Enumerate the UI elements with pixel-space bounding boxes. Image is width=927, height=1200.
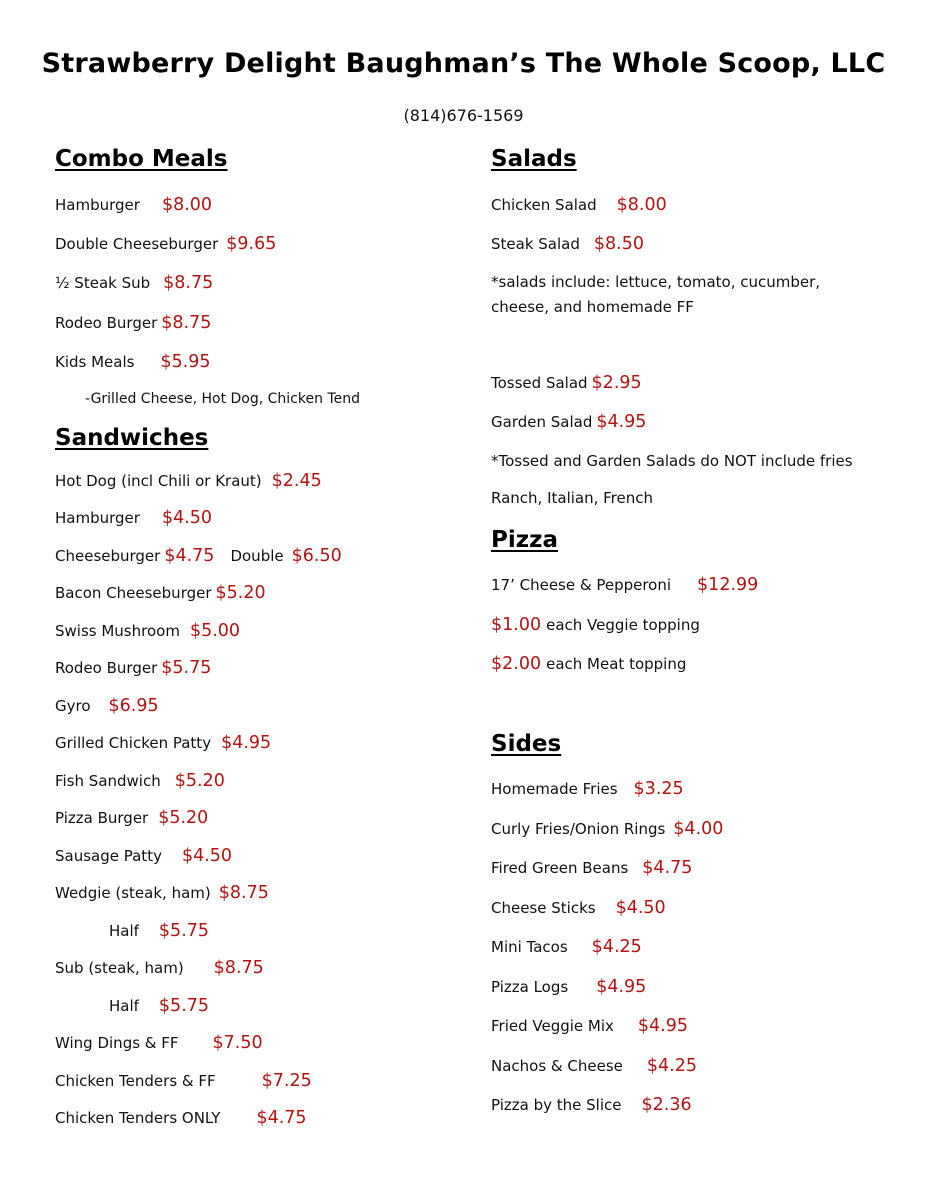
menu-item [55, 845, 232, 867]
menu-item [55, 1070, 312, 1092]
item-name: Double Cheeseburger [55, 235, 219, 253]
item-price: $4.75 [642, 858, 693, 878]
menu-item [55, 807, 208, 829]
item-name: Chicken Tenders & FF [55, 1072, 216, 1090]
menu-item [491, 818, 723, 840]
item-name: Wedgie (steak, ham) [55, 884, 211, 902]
menu-item [55, 582, 266, 604]
item-price: $8.75 [218, 883, 269, 903]
menu-item [55, 882, 269, 904]
item-price: $4.25 [591, 937, 642, 957]
menu-item [55, 1032, 263, 1054]
salad-note [491, 270, 891, 320]
menu-item [55, 194, 212, 216]
menu-item [109, 920, 209, 942]
item-price: $7.50 [212, 1033, 263, 1053]
item-name: Wing Dings & FF [55, 1034, 179, 1052]
item-name: Fired Green Beans [491, 859, 629, 877]
menu-item [55, 620, 240, 642]
item-price: $2.36 [641, 1095, 692, 1115]
menu-item [491, 574, 758, 596]
item-name: ½ Steak Sub [55, 274, 151, 292]
item-name: Curly Fries/Onion Rings [491, 820, 666, 838]
menu-item [55, 507, 212, 529]
item-price: $8.75 [161, 313, 212, 333]
menu-item [55, 233, 276, 255]
salad-fries-note: *Tossed and Garden Salads do NOT include fries [491, 452, 853, 470]
item-price-double: $6.50 [291, 546, 342, 566]
item-price: $8.75 [213, 958, 264, 978]
item-name: Chicken Tenders ONLY [55, 1109, 221, 1127]
menu-item [491, 778, 684, 800]
item-price: $12.99 [697, 575, 759, 595]
item-name: Half [109, 922, 139, 940]
item-price: $5.00 [189, 621, 241, 641]
item-price: $6.95 [108, 696, 159, 716]
menu-item [55, 957, 264, 979]
item-price: $4.50 [161, 508, 213, 528]
item-price: $4.75 [164, 546, 215, 566]
menu-item [491, 372, 642, 394]
menu-item [55, 732, 271, 754]
item-name: Pizza Burger [55, 809, 149, 827]
item-price: $5.75 [158, 921, 210, 941]
item-price: $5.95 [160, 352, 211, 372]
combo-heading: Combo Meals [55, 146, 228, 172]
topping-label: each Veggie topping [546, 616, 700, 634]
menu-item [491, 411, 646, 433]
item-name: Grilled Chicken Patty [55, 734, 212, 752]
item-name: Bacon Cheeseburger [55, 584, 212, 602]
item-price: $8.00 [616, 195, 667, 215]
item-name: Hamburger [55, 509, 140, 527]
item-price: $2.95 [591, 373, 642, 393]
menu-item [491, 1055, 697, 1077]
topping-item [491, 653, 686, 675]
menu-item [491, 1094, 692, 1116]
item-price: $5.75 [161, 658, 212, 678]
item-price: $5.20 [174, 771, 225, 791]
menu-item [55, 545, 342, 567]
item-name: Nachos & Cheese [491, 1057, 623, 1075]
menu-item [55, 351, 211, 373]
item-name: Kids Meals [55, 353, 135, 371]
item-price: $4.00 [673, 819, 724, 839]
item-price: $7.25 [261, 1071, 312, 1091]
item-name: Chicken Salad [491, 196, 597, 214]
item-name: Steak Salad [491, 235, 580, 253]
salads-heading: Salads [491, 146, 577, 172]
item-price: $4.25 [646, 1056, 697, 1076]
menu-item [55, 657, 211, 679]
item-price: $5.20 [158, 808, 209, 828]
item-name: Gyro [55, 697, 91, 715]
item-price: $4.50 [181, 846, 233, 866]
item-price: $5.75 [158, 996, 210, 1016]
item-name: Garden Salad [491, 413, 593, 431]
item-name: Rodeo Burger [55, 659, 158, 677]
item-price: $4.95 [221, 733, 272, 753]
menu-item [55, 272, 213, 294]
kids-meal-options: -Grilled Cheese, Hot Dog, Chicken Tend [85, 391, 360, 407]
topping-price: $2.00 [491, 654, 542, 674]
phone-number: (814)676-1569 [403, 106, 524, 125]
item-price: $3.25 [633, 779, 684, 799]
sandwiches-heading: Sandwiches [55, 425, 209, 451]
item-name: 17’ Cheese & Pepperoni [491, 576, 672, 594]
topping-label: each Meat topping [546, 655, 687, 673]
item-price: $4.95 [596, 977, 647, 997]
item-name: Mini Tacos [491, 938, 568, 956]
menu-item [491, 1015, 688, 1037]
menu-item [491, 897, 666, 919]
item-price: $4.50 [615, 898, 666, 918]
menu-item [55, 1107, 307, 1129]
item-name: Cheeseburger [55, 547, 161, 565]
menu-item [55, 470, 322, 492]
item-name: Homemade Fries [491, 780, 618, 798]
menu-item [491, 233, 644, 255]
item-name: Fish Sandwich [55, 772, 161, 790]
item-price: $9.65 [226, 234, 277, 254]
menu-item [491, 194, 667, 216]
item-name: Fried Veggie Mix [491, 1017, 614, 1035]
item-name: Pizza Logs [491, 978, 569, 996]
menu-item [55, 695, 159, 717]
item-name: Rodeo Burger [55, 314, 158, 332]
item-price: $8.75 [163, 273, 214, 293]
topping-price: $1.00 [491, 615, 542, 635]
sides-heading: Sides [491, 731, 562, 757]
item-price: $4.75 [256, 1108, 307, 1128]
item-name: Hot Dog (incl Chili or Kraut) [55, 472, 262, 490]
item-name: Pizza by the Slice [491, 1096, 622, 1114]
menu-item [109, 995, 209, 1017]
item-name: Cheese Sticks [491, 899, 596, 917]
item-price: $8.50 [593, 234, 644, 254]
item-name: Hamburger [55, 196, 140, 214]
item-price: $8.00 [161, 195, 213, 215]
pizza-heading: Pizza [491, 527, 559, 553]
menu-item [55, 770, 225, 792]
menu-item [55, 312, 211, 334]
item-price: $2.45 [271, 471, 322, 491]
item-name: Sub (steak, ham) [55, 959, 184, 977]
item-name: Sausage Patty [55, 847, 162, 865]
salad-note-line: *salads include: lettuce, tomato, cucumber, [491, 273, 821, 291]
item-name-double: Double [230, 547, 284, 565]
topping-item [491, 614, 700, 636]
item-price: $5.20 [215, 583, 266, 603]
dressings: Ranch, Italian, French [491, 489, 654, 507]
menu-item [491, 976, 646, 998]
item-name: Half [109, 997, 139, 1015]
menu-item [491, 857, 692, 879]
item-price: $4.95 [596, 412, 647, 432]
menu-item [491, 936, 642, 958]
salad-note-line: cheese, and homemade FF [491, 298, 694, 316]
menu-title: Strawberry Delight Baughman’s The Whole Scoop, LLC [41, 48, 886, 79]
item-name: Tossed Salad [491, 374, 588, 392]
item-price: $4.95 [637, 1016, 689, 1036]
item-name: Swiss Mushroom [55, 622, 180, 640]
